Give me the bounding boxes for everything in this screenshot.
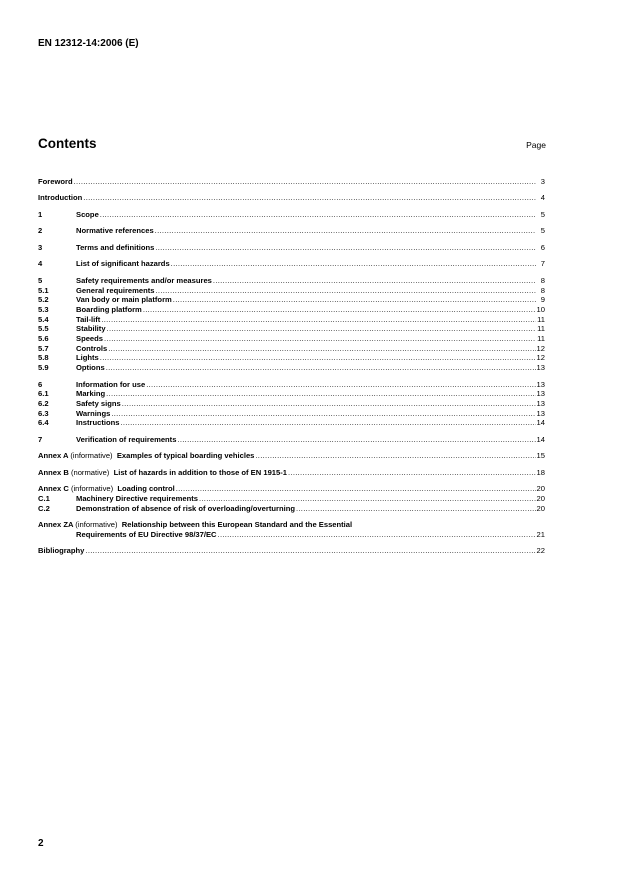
- toc-page: 9: [540, 295, 545, 305]
- toc-page: 22: [536, 546, 545, 556]
- toc-number: 1: [38, 209, 43, 219]
- toc-number: 6.3: [38, 408, 49, 418]
- annex-prefix: Annex ZA: [38, 520, 74, 530]
- toc-number: 5.6: [38, 334, 49, 344]
- toc-label: Instructions: [76, 418, 120, 428]
- dot-leader: [155, 226, 536, 236]
- toc-label: [38, 520, 352, 530]
- toc-entry-4[interactable]: [38, 259, 545, 269]
- toc-page: 18: [536, 467, 545, 477]
- toc-group-bibliography: [38, 546, 545, 556]
- toc-entry-c-1[interactable]: [38, 494, 545, 504]
- toc-group-annex-za: [38, 520, 545, 539]
- toc-label: Information for use: [76, 379, 146, 389]
- toc-page: 5: [540, 209, 545, 219]
- toc-page: 13: [536, 408, 545, 418]
- annex-title: Loading control: [117, 484, 175, 494]
- toc-group-introduction: [38, 193, 545, 203]
- annex-title: Examples of typical boarding vehicles: [116, 451, 255, 461]
- dot-leader: [255, 451, 535, 461]
- table-of-contents: [38, 177, 545, 563]
- toc-page: 13: [536, 398, 545, 408]
- toc-page: 3: [540, 177, 545, 186]
- toc-group-4: [38, 259, 545, 269]
- dot-leader: [107, 324, 536, 334]
- toc-entry-5-3[interactable]: [38, 305, 545, 315]
- dot-leader: [199, 494, 536, 504]
- toc-label: Warnings: [76, 408, 111, 418]
- toc-group-3: [38, 243, 545, 253]
- annex-kind: (informative): [70, 451, 113, 461]
- toc-number: 6.4: [38, 418, 49, 428]
- toc-group-annex-a: [38, 451, 545, 461]
- dot-leader: [83, 193, 536, 203]
- toc-label: Foreword: [38, 177, 73, 186]
- toc-entry-5-7[interactable]: [38, 344, 545, 354]
- toc-entry-2[interactable]: [38, 226, 545, 236]
- toc-label: Introduction: [38, 193, 83, 203]
- toc-page: 11: [537, 334, 545, 344]
- toc-number: 6.1: [38, 389, 49, 399]
- dot-leader: [100, 210, 536, 220]
- toc-label: Stability: [76, 324, 106, 334]
- dot-leader: [100, 353, 536, 363]
- toc-page: 8: [540, 275, 545, 285]
- toc-entry-5-4[interactable]: [38, 315, 545, 325]
- toc-number: 6.2: [38, 398, 49, 408]
- toc-label: Controls: [76, 343, 108, 353]
- dot-leader: [296, 504, 536, 514]
- toc-entry-annex-b[interactable]: [38, 468, 545, 478]
- dot-leader: [101, 315, 536, 325]
- toc-page: 14: [536, 418, 545, 428]
- toc-entry-6[interactable]: [38, 380, 545, 390]
- toc-entry-1[interactable]: [38, 210, 545, 220]
- dot-leader: [104, 334, 536, 344]
- toc-page: 4: [540, 193, 545, 203]
- toc-label: Terms and definitions: [76, 242, 155, 252]
- toc-group-1: [38, 210, 545, 220]
- toc-page: 7: [540, 259, 545, 269]
- dot-leader: [74, 177, 536, 187]
- toc-entry-6-2[interactable]: [38, 399, 545, 409]
- dot-leader: [106, 363, 536, 373]
- annex-prefix: Annex C: [38, 484, 69, 494]
- toc-number: 5.9: [38, 363, 49, 373]
- toc-page: 5: [540, 226, 545, 236]
- document-header: EN 12312-14:2006 (E): [38, 38, 139, 49]
- dot-leader: [155, 243, 536, 253]
- toc-number: C.1: [38, 493, 50, 503]
- toc-number: 3: [38, 242, 43, 252]
- dot-leader: [177, 435, 535, 445]
- toc-label: Boarding platform: [76, 304, 142, 314]
- toc-entry-5-1[interactable]: [38, 286, 545, 296]
- annex-kind: (informative): [75, 520, 118, 530]
- toc-group-annex-c: [38, 484, 545, 513]
- toc-page: 15: [536, 451, 545, 461]
- toc-page: 13: [536, 389, 545, 399]
- toc-entry-introduction[interactable]: [38, 193, 545, 203]
- toc-number: C.2: [38, 503, 50, 513]
- toc-number: 4: [38, 259, 43, 269]
- toc-page: 13: [536, 363, 545, 373]
- dot-leader: [176, 484, 536, 494]
- toc-page: 11: [537, 324, 545, 334]
- annex-prefix: Annex A: [38, 451, 69, 461]
- toc-label: Van body or main platform: [76, 295, 172, 305]
- toc-label: Tail-lift: [76, 314, 101, 324]
- toc-entry-foreword[interactable]: [38, 177, 545, 187]
- toc-group-2: [38, 226, 545, 236]
- toc-page: 14: [536, 434, 545, 444]
- toc-entry-6-3[interactable]: [38, 409, 545, 419]
- toc-label: Bibliography: [38, 546, 85, 556]
- toc-number: 7: [38, 434, 43, 444]
- toc-page: 10: [536, 304, 545, 314]
- dot-leader: [288, 468, 536, 478]
- page-column-label: Page: [526, 140, 546, 150]
- toc-page: 13: [536, 379, 545, 389]
- page-number: 2: [38, 838, 44, 849]
- toc-entry-5-2[interactable]: [38, 295, 545, 305]
- toc-number: 5.5: [38, 324, 49, 334]
- dot-leader: [120, 418, 535, 428]
- dot-leader: [146, 380, 535, 390]
- annex-kind: (normative): [70, 467, 110, 477]
- toc-entry-5-9[interactable]: [38, 363, 545, 373]
- toc-entry-5-8[interactable]: [38, 353, 545, 363]
- toc-page: 12: [536, 353, 545, 363]
- page-title: Contents: [38, 136, 97, 151]
- toc-page: 20: [536, 493, 545, 503]
- toc-label: Speeds: [76, 334, 104, 344]
- toc-entry-annex-c[interactable]: [38, 484, 545, 494]
- toc-page: 20: [536, 503, 545, 513]
- toc-page: 12: [536, 343, 545, 353]
- toc-label: Lights: [76, 353, 99, 363]
- dot-leader: [122, 399, 536, 409]
- dot-leader: [218, 530, 536, 540]
- toc-label: Safety requirements and/or measures: [76, 275, 212, 285]
- toc-label: Normative references: [76, 226, 154, 236]
- toc-group-annex-b: [38, 468, 545, 478]
- toc-entry-5-5[interactable]: [38, 324, 545, 334]
- dot-leader: [171, 259, 536, 269]
- toc-entry-annex-za-cont[interactable]: [38, 530, 545, 540]
- toc-entry-annex-za[interactable]: [38, 520, 545, 530]
- toc-label: Options: [76, 363, 105, 373]
- toc-entry-c-2[interactable]: [38, 504, 545, 514]
- dot-leader: [106, 389, 535, 399]
- toc-group-6: [38, 380, 545, 428]
- toc-label: General requirements: [76, 285, 155, 295]
- toc-number: 5.3: [38, 304, 49, 314]
- toc-number: 5.1: [38, 285, 49, 295]
- toc-page: 11: [537, 314, 545, 324]
- toc-entry-3[interactable]: [38, 243, 545, 253]
- dot-leader: [173, 295, 536, 305]
- toc-group-7: [38, 435, 545, 445]
- dot-leader: [156, 286, 537, 296]
- annex-title: Relationship between this European Standard and the Essential: [121, 520, 353, 530]
- toc-label-continuation: Requirements of EU Directive 98/37/EC: [76, 529, 217, 539]
- toc-number: 5: [38, 275, 43, 285]
- toc-entry-annex-a[interactable]: [38, 451, 545, 461]
- annex-prefix: Annex B: [38, 467, 69, 477]
- toc-entry-7[interactable]: [38, 435, 545, 445]
- annex-title: List of hazards in addition to those of EN 1915-1: [113, 467, 287, 477]
- toc-entry-bibliography[interactable]: [38, 546, 545, 556]
- toc-number: 5.7: [38, 343, 49, 353]
- toc-number: 2: [38, 226, 43, 236]
- toc-entry-5[interactable]: [38, 276, 545, 286]
- dot-leader: [143, 305, 536, 315]
- toc-entry-6-4[interactable]: [38, 418, 545, 428]
- toc-number: 5.4: [38, 314, 49, 324]
- toc-label: Scope: [76, 209, 99, 219]
- toc-number: 5.2: [38, 295, 49, 305]
- dot-leader: [111, 409, 535, 419]
- toc-label: Marking: [76, 389, 106, 399]
- toc-group-5: [38, 276, 545, 373]
- toc-entry-6-1[interactable]: [38, 389, 545, 399]
- toc-page: 8: [540, 285, 545, 295]
- toc-label: List of significant hazards: [76, 259, 170, 269]
- dot-leader: [213, 276, 536, 286]
- toc-group-foreword: [38, 177, 545, 187]
- dot-leader: [85, 546, 535, 556]
- toc-label: Safety signs: [76, 398, 121, 408]
- toc-label: [38, 468, 287, 478]
- toc-page: 20: [536, 484, 545, 494]
- toc-label: [38, 451, 254, 461]
- toc-entry-5-6[interactable]: [38, 334, 545, 344]
- toc-label: Demonstration of absence of risk of overloading/overturning: [76, 503, 295, 513]
- toc-number: 6: [38, 379, 43, 389]
- toc-page: 6: [540, 242, 545, 252]
- toc-number: 5.8: [38, 353, 49, 363]
- toc-label: Verification of requirements: [76, 434, 177, 444]
- toc-label: [38, 484, 175, 494]
- annex-kind: (informative): [70, 484, 114, 494]
- dot-leader: [108, 344, 535, 354]
- toc-page: 21: [536, 529, 545, 539]
- toc-label: Machinery Directive requirements: [76, 493, 198, 503]
